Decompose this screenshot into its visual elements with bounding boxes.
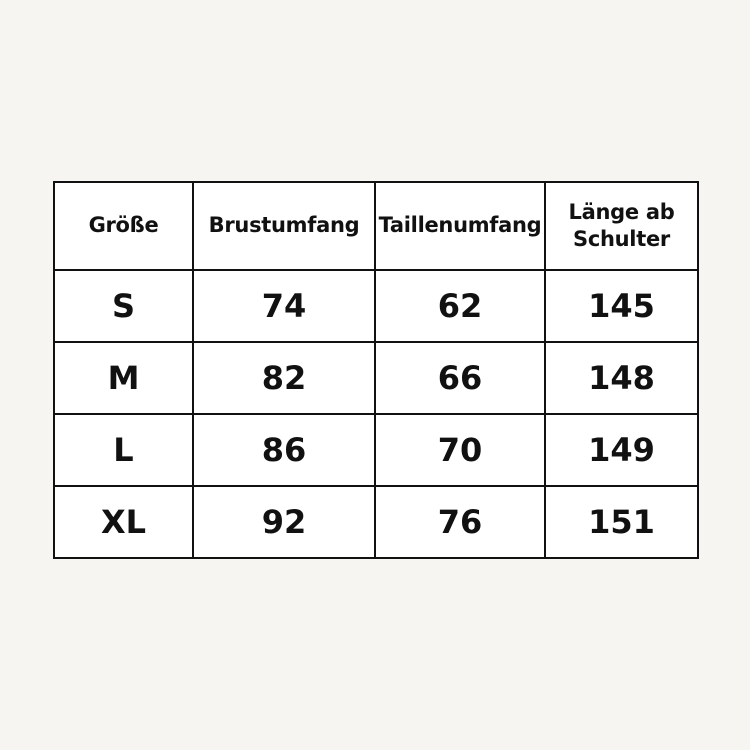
table-row [54,342,698,414]
cell-waist: 62 [375,270,545,342]
cell-chest: 86 [193,414,375,486]
cell-size: M [54,342,193,414]
cell-waist: 66 [375,342,545,414]
table-body [54,270,698,558]
header-label: Länge ab Schulter [568,199,675,251]
cell-length: 151 [545,486,698,558]
header-label: Brustumfang [208,213,360,238]
cell-chest: 74 [193,270,375,342]
cell-size: XL [54,486,193,558]
table-header [54,182,698,270]
table-row [54,486,698,558]
header-cell-length [545,182,698,270]
size-table [53,181,699,559]
table-row [54,414,698,486]
header-row [54,182,698,270]
header-cell-waist [375,182,545,270]
cell-size: L [54,414,193,486]
header-cell-size [54,182,193,270]
cell-chest: 82 [193,342,375,414]
cell-length: 148 [545,342,698,414]
cell-waist: 70 [375,414,545,486]
cell-size: S [54,270,193,342]
cell-length: 149 [545,414,698,486]
header-cell-chest [193,182,375,270]
header-label: Größe [88,213,159,238]
cell-chest: 92 [193,486,375,558]
cell-length: 145 [545,270,698,342]
cell-waist: 76 [375,486,545,558]
table-row [54,270,698,342]
header-label: Taillenumfang [378,213,542,238]
